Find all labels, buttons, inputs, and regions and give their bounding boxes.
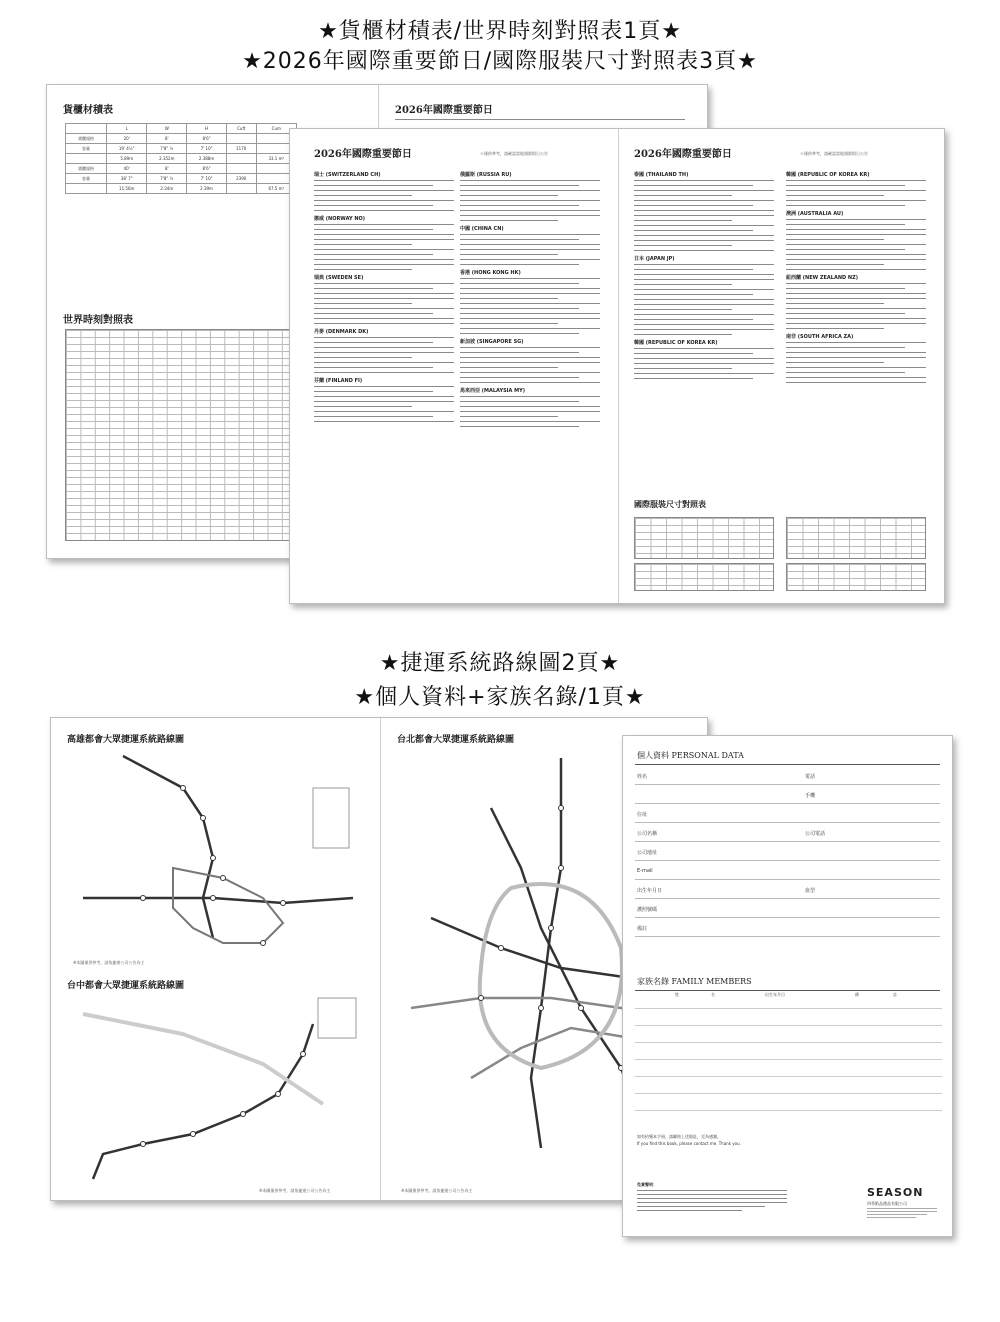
family-header: 姓 名 出生年月日 備 註 — [675, 992, 897, 997]
size-table-women-2 — [634, 563, 774, 591]
family-members-title: 家族名錄 FAMILY MEMBERS — [637, 977, 752, 986]
field-phone: 電話 — [805, 774, 816, 780]
holiday-col-4: 韓國 (REPUBLIC OF KOREA KR) 澳洲 (AUSTRALIA AU) 紐西蘭 (NEW ZEALAND NZ) 南非 (SOUTH AFRICA ZA) — [786, 171, 926, 387]
holiday-right-title: 2026年國際重要節日 — [634, 149, 732, 160]
disclaimer-title: 免責聲明： — [637, 1182, 657, 1187]
season-logo: SEASON — [867, 1186, 924, 1199]
field-company: 公司名稱 — [637, 831, 658, 837]
size-table-men-2 — [786, 563, 926, 591]
heading-line-3: ★捷運系統路線圖2頁★ — [379, 651, 621, 676]
holiday-spread-sheet — [289, 128, 945, 604]
world-time-table — [65, 329, 297, 541]
heading-line-4: ★個人資料+家族名錄/1頁★ — [354, 685, 646, 710]
field-blood: 血型 — [805, 888, 816, 894]
taipei-metro-note: ※本圖僅供參考，請依捷運公司公告為主 — [401, 1188, 473, 1193]
field-notes: 備註 — [637, 926, 648, 932]
taichung-metro-map — [63, 994, 363, 1184]
field-company-address: 公司地址 — [637, 850, 658, 856]
kaohsiung-metro-map — [63, 748, 363, 960]
field-email: E-mail — [637, 868, 653, 874]
season-company: 四季紙品禮品有限公司 — [867, 1201, 907, 1206]
heading-line-1: ★貨櫃材積表/世界時刻對照表1頁★ — [318, 19, 682, 44]
holiday-col-3: 泰國 (THAILAND TH) 日本 (JAPAN JP) 韓國 (REPUBLIC OF KOREA KR) — [634, 171, 774, 383]
field-address: 住址 — [637, 812, 648, 818]
heading-line-2: ★2026年國際重要節日/國際服裝尺寸對照表3頁★ — [242, 49, 758, 74]
holiday-col-2: 俄羅斯 (RUSSIA RU) 中國 (CHINA CN) 香港 (HONG KONG HK) 新加坡 (SINGAPORE SG) 馬來西亞 (MALAYSIA MY) — [460, 171, 600, 431]
disclaimer-text — [637, 1190, 787, 1214]
field-passport: 護照號碼 — [637, 907, 658, 913]
field-company-phone: 公司電話 — [805, 831, 826, 837]
size-table-men — [786, 517, 926, 559]
holiday-back-title: 2026年國際重要節日 — [395, 105, 493, 116]
personal-data-sheet — [622, 735, 953, 1237]
size-table-title: 國際服裝尺寸對照表 — [634, 499, 706, 509]
kaohsiung-metro-note: ※本圖僅供參考，請依捷運公司公告為主 — [73, 960, 145, 965]
family-rows — [635, 1008, 942, 1127]
metro-sheet — [50, 717, 708, 1201]
taipei-metro-title: 台北都會大眾捷運系統路線圖 — [397, 735, 515, 745]
cargo-table: L W H Cuft Cum 貨櫃規格 20' 8' 8'6" 容量 19' 4½" 7'8" ½ 7' 10" 1170 5.89m 2.352m 2.388m 33.1 m³ 貨櫃規格 40' 8' 8'6" 容量 38' 7" 7'8" ½ 7' 10" 2390 11.56m 2.34m 2.39m 67.5 m³ — [65, 123, 297, 194]
field-birthday: 出生年月日 — [637, 888, 663, 894]
taichung-metro-note: ※本圖僅供參考，請依捷運公司公告為主 — [259, 1188, 331, 1193]
size-table-women — [634, 517, 774, 559]
taichung-metro-title: 台中都會大眾捷運系統路線圖 — [67, 981, 185, 991]
found-note-en: If you find this book, please contact me. Thank you. — [637, 1141, 741, 1146]
holiday-col-1: 瑞士 (SWITZERLAND CH) 挪威 (NORWAY NO) 瑞典 (SWEDEN SE) 丹麥 (DENMARK DK) 芬蘭 (FINLAND FI) — [314, 171, 454, 426]
holiday-left-title: 2026年國際重要節日 — [314, 149, 412, 160]
field-mobile: 手機 — [805, 793, 816, 799]
holiday-left-subtitle: ＊僅供參考，請確認當地國節假日公告 — [480, 151, 548, 156]
cargo-title: 貨櫃材積表 — [63, 105, 113, 116]
holiday-right-subtitle: ＊僅供參考，請確認當地國節假日公告 — [800, 151, 868, 156]
found-note: 如有拾獲本手冊，請聯絡上述地址，至為感謝。 — [637, 1134, 721, 1139]
kaohsiung-metro-title: 高雄都會大眾捷運系統路線圖 — [67, 735, 185, 745]
personal-data-title: 個人資料 PERSONAL DATA — [637, 751, 744, 760]
field-name: 姓名 — [637, 774, 648, 780]
world-time-title: 世界時刻對照表 — [63, 315, 133, 326]
